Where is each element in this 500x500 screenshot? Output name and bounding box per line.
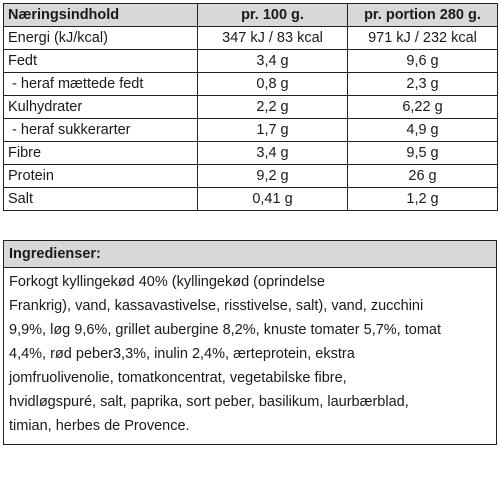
nutrient-label: Fibre — [4, 142, 198, 165]
value-per-portion: 9,5 g — [348, 142, 498, 165]
nutrient-label: Energi (kJ/kcal) — [4, 27, 198, 50]
nutrient-label: Salt — [4, 188, 198, 211]
value-per-portion: 26 g — [348, 165, 498, 188]
ingredients-box — [3, 240, 497, 445]
table-row — [4, 73, 498, 96]
value-per-100g: 3,4 g — [198, 50, 348, 73]
value-per-100g: 347 kJ / 83 kcal — [198, 27, 348, 50]
value-per-portion: 6,22 g — [348, 96, 498, 119]
value-per-portion: 2,3 g — [348, 73, 498, 96]
ingredients-title: Ingredienser: — [4, 241, 496, 268]
nutrient-label: Protein — [4, 165, 198, 188]
nutrient-label: - heraf sukkerarter — [4, 119, 198, 142]
ingredient-line: jomfruolivenolie, tomatkoncentrat, vegetabilske fibre, — [9, 370, 347, 386]
ingredient-line: hvidløgspuré, salt, paprika, sort peber, basilikum, laurbærblad, — [9, 394, 409, 410]
table-row — [4, 142, 498, 165]
value-per-100g: 9,2 g — [198, 165, 348, 188]
table-row — [4, 50, 498, 73]
table-row — [4, 27, 498, 50]
value-per-100g: 0,8 g — [198, 73, 348, 96]
header-nutrient: Næringsindhold — [4, 4, 198, 27]
value-per-portion: 9,6 g — [348, 50, 498, 73]
nutrient-label: - heraf mættede fedt — [4, 73, 198, 96]
value-per-100g: 2,2 g — [198, 96, 348, 119]
ingredient-line: Forkogt kyllingekød 40% (kyllingekød (oprindelse — [9, 274, 325, 290]
header-per-100g: pr. 100 g. — [198, 4, 348, 27]
ingredient-line: 9,9%, løg 9,6%, grillet aubergine 8,2%, knuste tomater 5,7%, tomat — [9, 322, 442, 338]
ingredient-line: Frankrig), vand, kassavastivelse, risstivelse, salt), vand, zucchini — [9, 298, 424, 314]
nutrient-label: Fedt — [4, 50, 198, 73]
value-per-100g: 3,4 g — [198, 142, 348, 165]
table-row — [4, 165, 498, 188]
ingredient-line: 4,4%, rød peber3,3%, inulin 2,4%, ærteprotein, ekstra — [9, 346, 355, 362]
value-per-portion: 4,9 g — [348, 119, 498, 142]
table-row — [4, 96, 498, 119]
nutrition-header-row — [4, 4, 498, 27]
ingredients-text — [4, 268, 496, 444]
table-row — [4, 188, 498, 211]
table-row — [4, 119, 498, 142]
value-per-portion: 971 kJ / 232 kcal — [348, 27, 498, 50]
value-per-portion: 1,2 g — [348, 188, 498, 211]
value-per-100g: 0,41 g — [198, 188, 348, 211]
nutrient-label: Kulhydrater — [4, 96, 198, 119]
nutrition-table — [3, 3, 498, 211]
ingredient-line: timian, herbes de Provence. — [9, 418, 190, 434]
header-per-portion: pr. portion 280 g. — [348, 4, 498, 27]
value-per-100g: 1,7 g — [198, 119, 348, 142]
